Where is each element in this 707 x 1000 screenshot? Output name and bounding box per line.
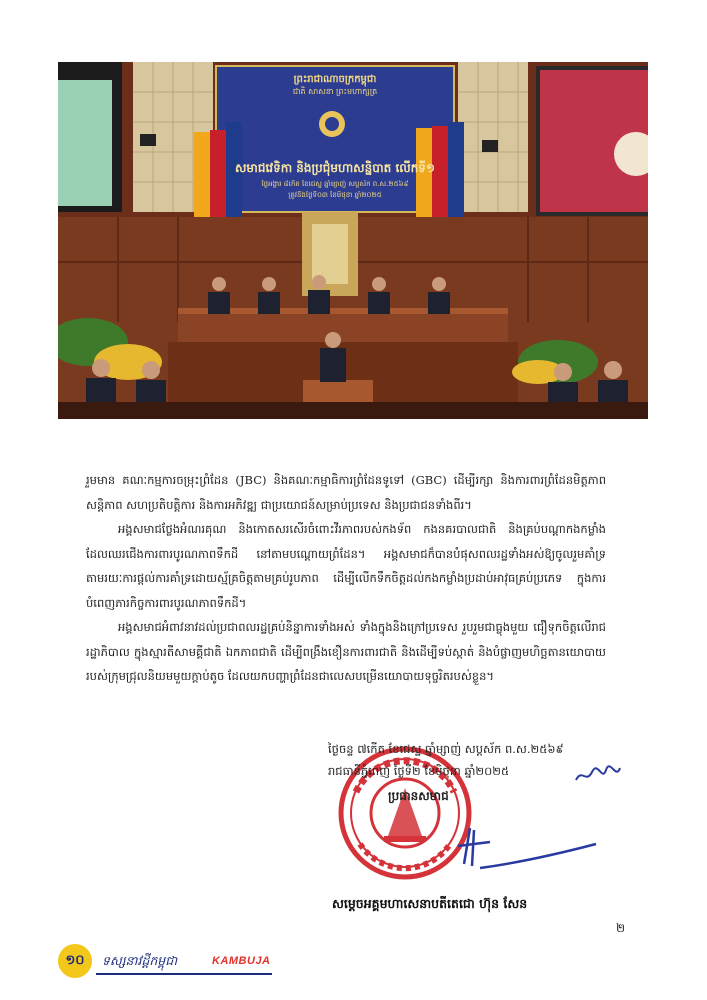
banner-line-motto: ជាតិ សាសនា ព្រះមហាក្សត្រ — [292, 87, 378, 96]
banner-date-solar: ត្រូវនឹងថ្ងៃទី០៣ ខែមិថុនា ឆ្នាំ២០២៥ — [288, 191, 382, 199]
signatory-name: សម្តេចអគ្គមហាសេនាបតីតេជោ ហ៊ុន សែន — [332, 896, 528, 911]
inner-page-number: ២ — [616, 921, 626, 935]
banner-date-lunar: ថ្ងៃអង្គារ ៨កើត ខែជេស្ឋ ឆ្នាំម្សាញ់ សប្តស័ក ព.ស.២៥៦៩ — [261, 180, 409, 188]
signature-date-lunar: ថ្ងៃចន្ទ ៧កើត ខែជេស្ឋ ឆ្នាំម្សាញ់ សប្តស័ក ព.ស.២៥៦៩ — [328, 742, 564, 756]
initials-scribble-icon — [574, 764, 622, 786]
footer-page-number: ១០ — [58, 944, 92, 978]
footer-brand: KAMBUJA — [212, 955, 271, 967]
banner-title: សមាជវេទិកា និងប្រជុំមហាសន្និបាត លើកទី១ — [234, 161, 435, 175]
footer-underline — [96, 973, 272, 975]
paragraph-1: រួមមាន គណៈកម្មការចម្រុះព្រំដែន (JBC) និងគណៈកម្មាធិការព្រំដែនទូទៅ (GBC) ដើម្បីរក្សា និងការពារព្រំដែនមិត្តភាព សន្តិភាព សហប្រតិបត្តិការ និងការអភិវឌ្ឍ ជាប្រយោជន៍សម្រាប់ប្រទេស និងប្រជាជនទាំងពីរ។ — [86, 473, 606, 512]
signature-date — [328, 738, 564, 782]
assembly-scene — [58, 62, 648, 419]
assembly-photo — [58, 62, 648, 419]
handwritten-signature-icon — [450, 820, 600, 880]
article-body — [86, 468, 606, 689]
footer-magazine-title: ទស្សនាវដ្តីកម្ពុជា — [102, 953, 178, 968]
paragraph-3: អង្គសមាជអំពាវនាវដល់ប្រជាពលរដ្ឋគ្រប់និន្នាការទាំងអស់ ទាំងក្នុងនិងក្រៅប្រទេស រួបរួមជាធ្លុងមួយ ជឿទុកចិត្តលើរាជរដ្ឋាភិបាល ក្នុងស្មារតីសាមគ្គីជាតិ ឯកភាពជាតិ ដើម្បីពង្រឹងខឿនការពារជាតិ និងដើម្បីទប់ស្កាត់ និងបំផ្លាញមហិច្ឆតានយោបាយរបស់ក្រុមជ្រុលនិយមមួយក្តាប់តូច ដែលយកបញ្ហាព្រំដែនជាលេសបម្រើនយោបាយទុច្ចរិតរបស់ខ្លួន។ — [86, 620, 606, 683]
banner-line-kingdom: ព្រះរាជាណាចក្រកម្ពុជា — [293, 74, 377, 85]
signature-date-solar: រាជធានីភ្នំពេញ ថ្ងៃទី២ ខែមិថុនា ឆ្នាំ២០២៥ — [328, 764, 510, 778]
paragraph-2: អង្គសមាជថ្លែងអំណរគុណ និងកោតសរសើរចំពោះវីរភាពរបស់កងទ័ព កងនគរបាលជាតិ និងគ្រប់បណ្តាកងកម្លាំង ដែលឈរជើងការពារបូរណភាពទឹកដី នៅតាមបណ្តោយព្រំដែន។ អង្គសមាជក៏បានបំផុសពលរដ្ឋទាំងអស់ឱ្យចូលរួមគាំទ្រ តាមរយៈការផ្តល់ការគាំទ្រដោយស្ម័គ្រចិត្តតាមគ្រប់រូបភាព ដើម្បីលើកទឹកចិត្តដល់កងកម្លាំងប្រដាប់អាវុធគ្រប់ប្រភេទ ក្នុងការបំពេញភារកិច្ចការពារបូរណភាពទឹកដី។ — [86, 522, 606, 610]
signatory-title: ប្រធានសមាជ — [388, 789, 449, 803]
